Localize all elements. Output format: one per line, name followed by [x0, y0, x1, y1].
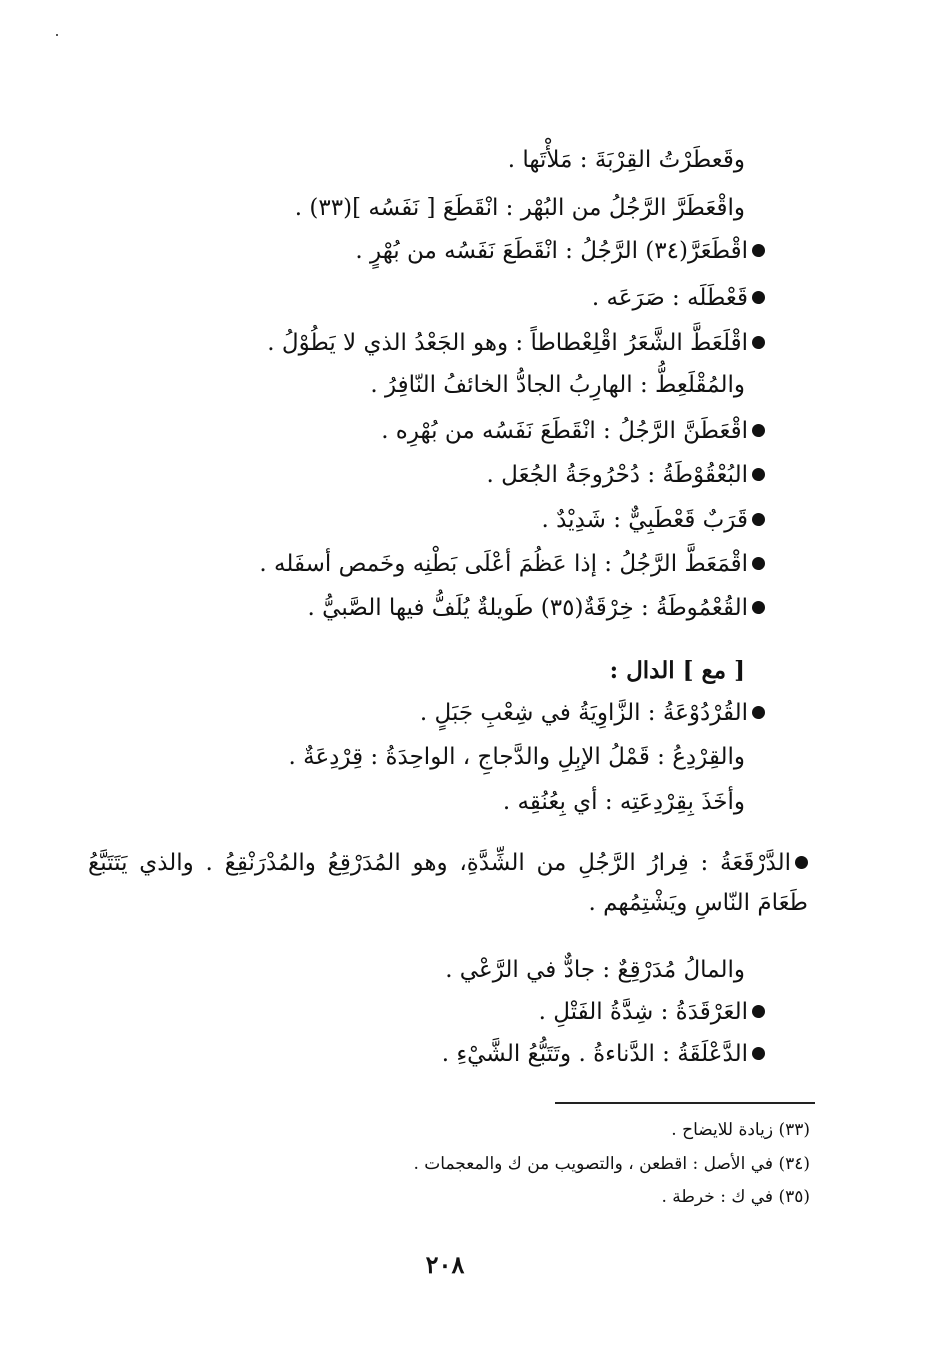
entry-line-7: اقْعَطَنَّ الرَّجُلُ : انْقَطَعَ نَفَسُه من بُهْرِه . [381, 415, 765, 447]
text-line-14: والقِرْدِعُ : قَمْلُ الإبِلِ والدَّجاجِ ، الواحِدَةُ : قِرْدِعَةٌ . [288, 744, 745, 770]
entry-line-19: الدَّعْلَقَةُ : الدَّناءةُ . وتَتَبُّعُ الشَّيْءِ . [442, 1038, 765, 1070]
bullet-icon [752, 513, 765, 526]
bullet-icon [752, 706, 765, 719]
page-number: ٢٠٨ [425, 1250, 465, 1279]
entry-line-4: قَعْطَلَه : صَرَعَه . [592, 282, 765, 314]
text-line-15: وأخَذَ بِقِرْدِعَتِه : أي بِعُنُقِه . [502, 789, 745, 815]
entry-line-9: قَرَبٌ قَعْطَبِيٌّ : شَدِيْدٌ . [541, 504, 765, 536]
footnote-divider [555, 1102, 815, 1104]
bullet-icon [752, 468, 765, 481]
text-line-2: واقْعَطَرَّ الرَّجُلُ من البُهْر : انْقَطَعَ [ نَفَسُه ](٣٣) . [294, 195, 745, 221]
entry-line-8: البُعْقُوْطَةُ : دُحْرُوجَةُ الجُعَل . [487, 459, 765, 491]
bullet-icon [752, 1005, 765, 1018]
entry-line-18: العَرْقَدَةُ : شِدَّةُ الفَتْلِ . [539, 996, 765, 1028]
bullet-icon [752, 601, 765, 614]
bullet-icon [752, 244, 765, 257]
bullet-icon [752, 291, 765, 304]
bullet-icon [752, 1047, 765, 1060]
footnote-35: (٣٥) في ك : خرطة . [661, 1187, 810, 1207]
bullet-icon [752, 336, 765, 349]
section-heading: [ مع ] الدال : [609, 657, 745, 684]
text-line-17: والمالُ مُدَرْقِعٌ : جادٌّ في الرَّعْي . [445, 957, 745, 983]
entry-line-3: اقْطَعَرَّ(٣٤) الرَّجُلُ : انْقَطَعَ نَفَسُه من بُهْرٍ . [355, 235, 765, 267]
footnote-33: (٣٣) زيادة للايضاح . [671, 1120, 810, 1140]
entry-line-10: اقْمَعَطَّ الرَّجُلُ : إذا عَظُمَ أعْلَى بَطْنِه وخَمص أسفَله . [259, 548, 765, 580]
entry-line-5: اقْلَعَطَّ الشَّعَرُ اقْلِعْطاطاً : وهو الجَعْدُ الذي لا يَطُوْلُ . [267, 327, 765, 359]
footnote-34: (٣٤) في الأصل : اقطعن ، والتصويب من ك والمعجمات . [413, 1154, 810, 1174]
scan-speck [56, 34, 58, 36]
entry-line-11: القُعْمُوطَةُ : خِرْقَةٌ(٣٥) طَويلةٌ يُلَفُّ فيها الصَّبيُّ . [308, 592, 765, 624]
bullet-icon [752, 424, 765, 437]
bullet-icon [752, 557, 765, 570]
bullet-icon [795, 856, 808, 869]
entry-paragraph-16: الدَّرْقَعَةُ : فِرارُ الرَّجُلِ من الشِّدَّةِ، وهو المُدَرْقِعُ والمُدْرَنْقِعُ . والذي يَتَتَبَّعُ طَعَامَ النّاسِ ويَشْتِمُهم . [88, 850, 808, 916]
entry-line-13: القُرْدُوْعَةُ : الزَّاوِيَةُ في شِعْبِ جَبَلٍ . [420, 697, 765, 729]
text-line-6: والمُقْلَعِطُّ : الهارِبُ الجادُّ الخائفُ النّافِرُ . [370, 372, 745, 398]
text-line-1: وقَعطَرْتُ القِرْبَةَ : مَلأْتَها . [507, 147, 745, 173]
